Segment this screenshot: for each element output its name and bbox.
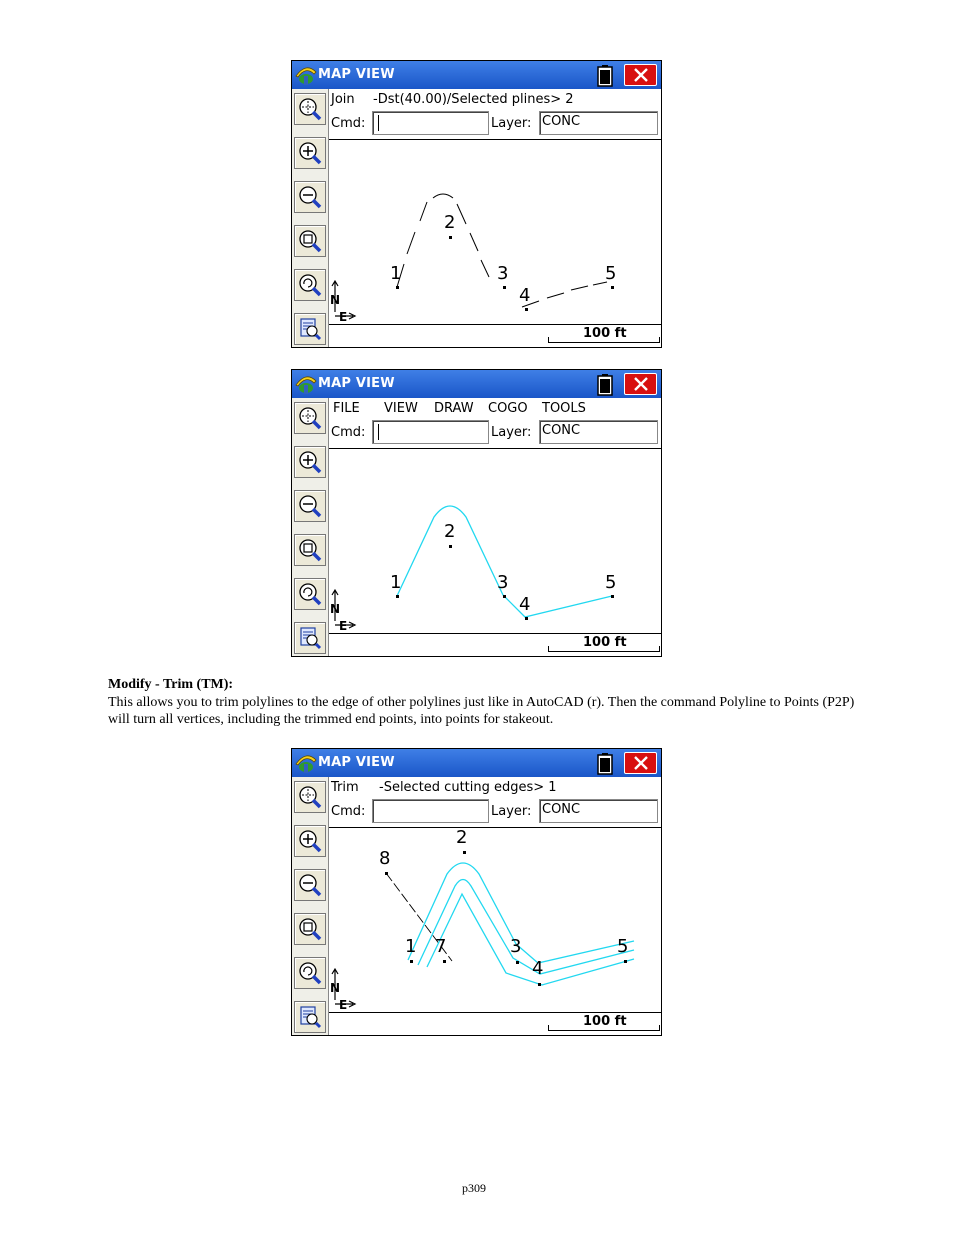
close-icon (634, 377, 648, 391)
layer-settings-icon (297, 625, 323, 651)
zoom-in-icon (297, 140, 323, 166)
zoom-out-icon (297, 872, 323, 898)
layer-field[interactable]: CONC (539, 420, 658, 444)
layer-field[interactable]: CONC (539, 799, 658, 823)
point-label-1: 1 (390, 263, 402, 284)
zoom-in-button[interactable] (294, 446, 326, 478)
map-canvas[interactable] (329, 140, 661, 324)
battery-icon (595, 374, 615, 396)
zoom-extents-icon (297, 537, 323, 563)
cmd-input[interactable] (372, 420, 489, 444)
north-label: N (330, 602, 341, 616)
cmd-input[interactable] (372, 799, 489, 823)
point-markers (385, 851, 627, 986)
zoom-out-icon (297, 493, 323, 519)
app-logo-icon (294, 752, 318, 774)
zoom-out-button[interactable] (294, 869, 326, 901)
layer-settings-icon (297, 1004, 323, 1030)
close-button[interactable] (624, 64, 657, 86)
zoom-in-icon (297, 449, 323, 475)
map-view-window-trim (291, 748, 662, 1036)
status-bar (329, 324, 661, 348)
pan-button[interactable] (294, 402, 326, 434)
cmd-label: Cmd: (331, 804, 366, 819)
menu-draw[interactable]: DRAW (434, 401, 474, 416)
zoom-extents-button[interactable] (294, 913, 326, 945)
close-icon (634, 68, 648, 82)
east-label: E (339, 310, 348, 324)
command-area (329, 89, 661, 140)
point-label-4: 4 (519, 285, 531, 306)
scale-label: 100 ft (583, 635, 627, 650)
zoom-extents-icon (297, 916, 323, 942)
point-label-4: 4 (519, 594, 531, 615)
close-button[interactable] (624, 752, 657, 774)
zoom-out-icon (297, 184, 323, 210)
layer-label: Layer: (491, 425, 532, 440)
point-label-2: 2 (444, 521, 456, 542)
command-name: Join (331, 92, 355, 107)
window-title: MAP VIEW (318, 755, 395, 770)
point-label-5: 5 (605, 572, 617, 593)
app-logo-icon (294, 373, 318, 395)
point-label-4: 4 (532, 958, 544, 979)
layer-settings-button[interactable] (294, 313, 326, 345)
zoom-extents-button[interactable] (294, 534, 326, 566)
layer-settings-button[interactable] (294, 1001, 326, 1033)
window-title: MAP VIEW (318, 376, 395, 391)
pan-icon (297, 96, 323, 122)
dashed-polyline (397, 194, 607, 307)
layer-settings-icon (297, 316, 323, 342)
menu-view[interactable]: VIEW (384, 401, 418, 416)
point-label-1: 1 (390, 572, 402, 593)
layer-settings-button[interactable] (294, 622, 326, 654)
zoom-in-icon (297, 828, 323, 854)
zoom-extents-button[interactable] (294, 225, 326, 257)
cmd-label: Cmd: (331, 425, 366, 440)
pan-icon (297, 784, 323, 810)
layer-label: Layer: (491, 116, 532, 131)
layer-label: Layer: (491, 804, 532, 819)
point-label-1: 1 (405, 936, 417, 957)
title-bar (292, 749, 661, 777)
map-toolbar (292, 398, 329, 656)
map-canvas[interactable] (329, 828, 661, 1012)
trimmed-polylines (408, 863, 634, 985)
pan-button[interactable] (294, 781, 326, 813)
map-view-window-menu (291, 369, 662, 657)
point-label-5: 5 (605, 263, 617, 284)
battery-icon (595, 753, 615, 775)
scale-label: 100 ft (583, 326, 627, 341)
map-view-window-join (291, 60, 662, 348)
pan-button[interactable] (294, 93, 326, 125)
zoom-out-button[interactable] (294, 490, 326, 522)
cmd-input[interactable] (372, 111, 489, 135)
page-number: p309 (462, 1181, 486, 1195)
battery-icon (595, 65, 615, 87)
layer-field[interactable]: CONC (539, 111, 658, 135)
zoom-previous-icon (297, 960, 323, 986)
north-arrow (330, 969, 355, 1012)
title-bar (292, 61, 661, 89)
point-label-2: 2 (444, 212, 456, 233)
status-bar (329, 1012, 661, 1036)
command-name: Trim (331, 780, 359, 795)
east-label: E (339, 998, 348, 1012)
pan-icon (297, 405, 323, 431)
zoom-out-button[interactable] (294, 181, 326, 213)
point-label-7: 7 (435, 936, 447, 957)
command-prompt: -Dst(40.00)/Selected plines> 2 (373, 92, 574, 107)
zoom-previous-button[interactable] (294, 578, 326, 610)
north-arrow (330, 590, 355, 633)
map-toolbar (292, 777, 329, 1035)
window-title: MAP VIEW (318, 67, 395, 82)
point-label-8: 8 (379, 848, 391, 869)
zoom-previous-button[interactable] (294, 269, 326, 301)
menu-cogo[interactable]: COGO (488, 401, 528, 416)
menu-file[interactable]: FILE (333, 401, 360, 416)
cmd-label: Cmd: (331, 116, 366, 131)
zoom-previous-icon (297, 272, 323, 298)
title-bar (292, 370, 661, 398)
menu-tools[interactable]: TOOLS (542, 401, 586, 416)
status-bar (329, 633, 661, 657)
point-label-3: 3 (510, 936, 522, 957)
joined-polyline (397, 506, 612, 617)
close-button[interactable] (624, 373, 657, 395)
app-logo-icon (294, 64, 318, 86)
north-label: N (330, 293, 341, 307)
north-arrow (330, 281, 355, 324)
section-body: This allows you to trim polylines to the edge of other polylines just like in AutoCAD (r). Then the command Polyline to Points (P2P) will turn all vertices, including the trimmed end points, into points for stakeout. (108, 695, 855, 727)
command-prompt: -Selected cutting edges> 1 (379, 780, 557, 795)
zoom-in-button[interactable] (294, 137, 326, 169)
east-label: E (339, 619, 348, 633)
close-icon (634, 756, 648, 770)
zoom-previous-button[interactable] (294, 957, 326, 989)
point-label-3: 3 (497, 263, 509, 284)
zoom-previous-icon (297, 581, 323, 607)
command-area (329, 398, 661, 449)
scale-label: 100 ft (583, 1014, 627, 1029)
map-toolbar (292, 89, 329, 347)
zoom-extents-icon (297, 228, 323, 254)
north-label: N (330, 981, 341, 995)
map-canvas[interactable] (329, 449, 661, 633)
point-label-2: 2 (456, 828, 468, 848)
section-heading: Modify - Trim (TM): (108, 677, 234, 692)
point-label-3: 3 (497, 572, 509, 593)
point-label-5: 5 (617, 936, 629, 957)
command-area (329, 777, 661, 828)
zoom-in-button[interactable] (294, 825, 326, 857)
